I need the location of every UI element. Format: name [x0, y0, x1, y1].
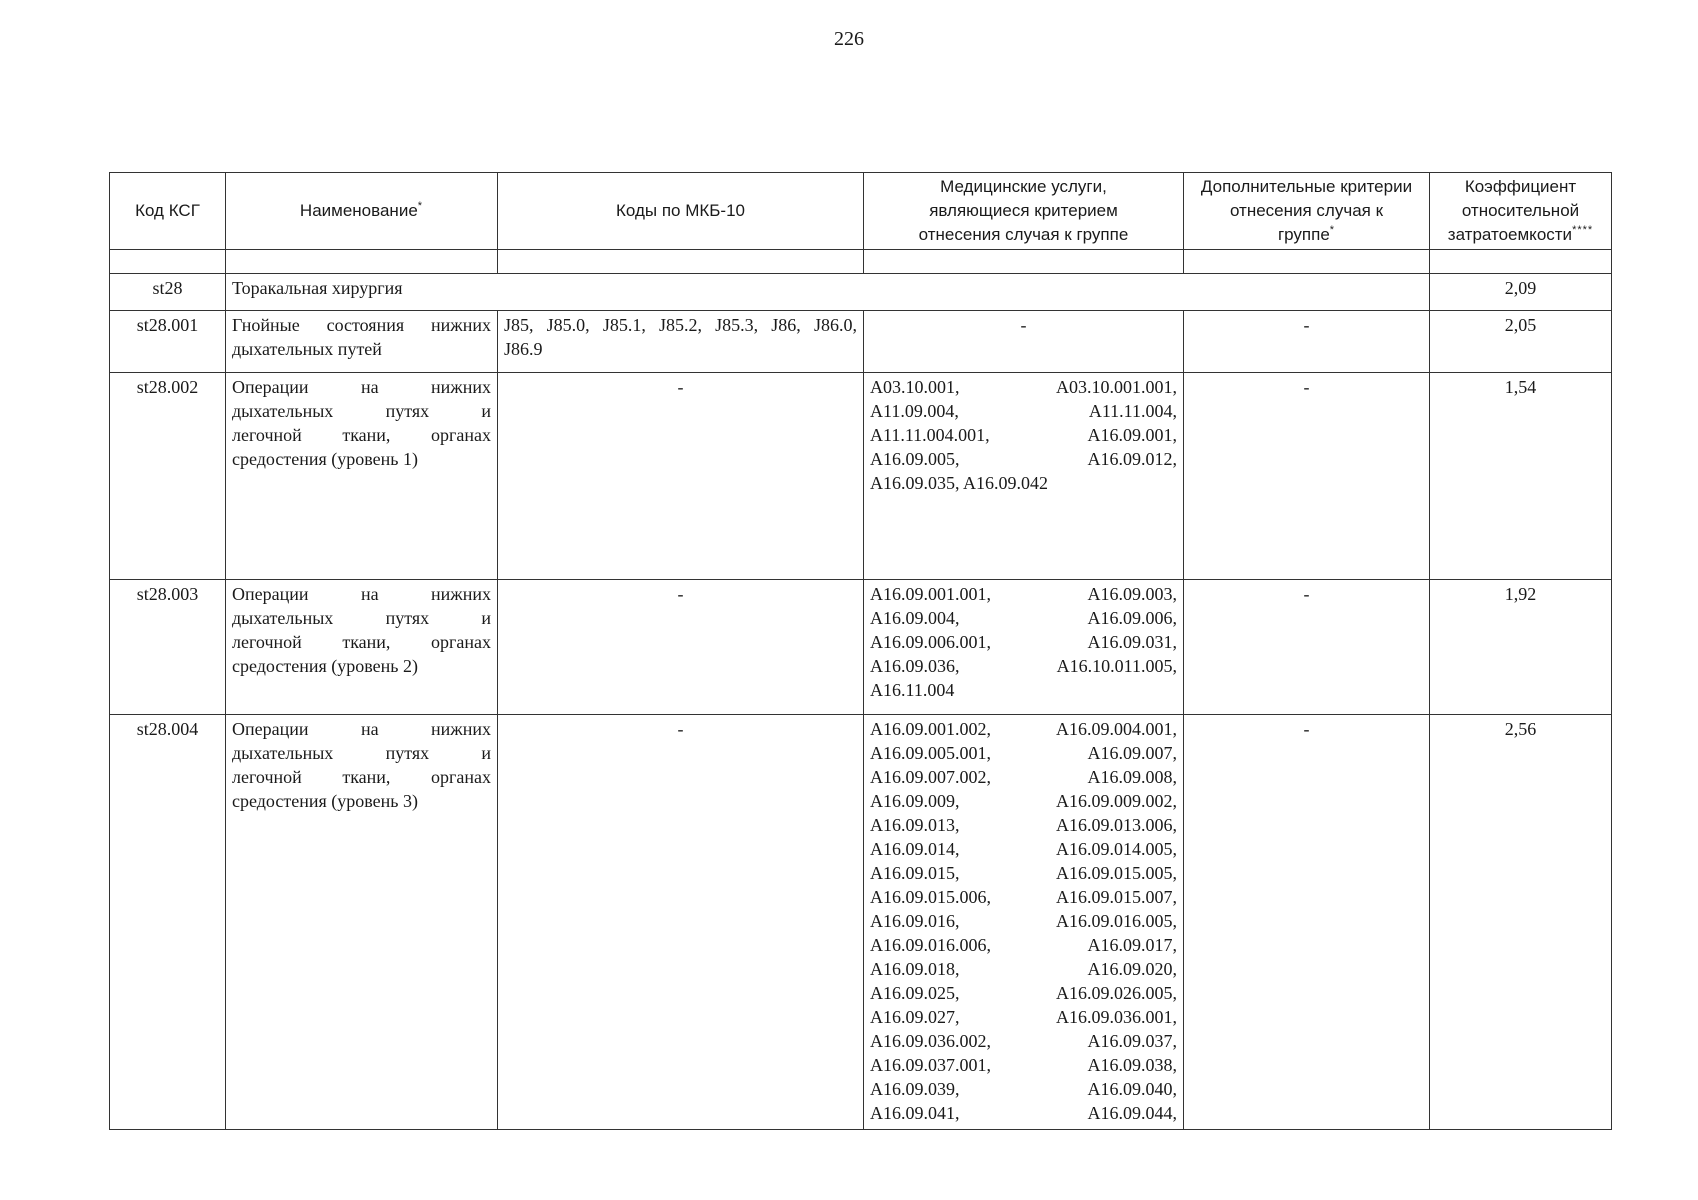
cell-name	[226, 715, 498, 1130]
service-code: A16.09.027,	[870, 1007, 960, 1027]
table-row	[110, 715, 1612, 1130]
name-word: средостения (уровень 2)	[232, 656, 418, 676]
service-line	[870, 1005, 1177, 1029]
table-row	[110, 373, 1612, 580]
cell-additional: -	[1184, 373, 1430, 580]
service-line	[870, 717, 1177, 741]
name-line	[232, 375, 491, 399]
cell-name	[226, 580, 498, 715]
name-line	[232, 654, 491, 678]
service-code: A16.09.006,	[1087, 608, 1177, 628]
name-word: средостения (уровень 1)	[232, 449, 418, 469]
service-code: A16.09.018,	[870, 959, 960, 979]
service-line	[870, 789, 1177, 813]
service-line	[870, 1029, 1177, 1053]
service-line	[870, 813, 1177, 837]
name-line	[232, 765, 491, 789]
table-row	[110, 580, 1612, 715]
name-word: дыхательных	[232, 401, 334, 421]
mkb-line: J85, J85.0, J85.1, J85.2, J85.3, J86, J86.0,	[504, 315, 857, 335]
service-code: A16.09.044,	[1087, 1103, 1177, 1123]
service-line	[870, 909, 1177, 933]
name-word: ткани,	[342, 425, 391, 445]
name-line	[232, 447, 491, 471]
service-code: A16.09.005.001,	[870, 743, 991, 763]
service-code: A16.09.009,	[870, 791, 960, 811]
service-code: A16.09.014.005,	[1056, 839, 1177, 859]
service-code: A16.09.001.001,	[870, 584, 991, 604]
name-word: путях	[385, 743, 430, 763]
service-line	[870, 1053, 1177, 1077]
service-line	[870, 399, 1177, 423]
name-word: нижних	[431, 584, 491, 604]
header-additional: Дополнительные критерии отнесения случая к группе*	[1184, 173, 1430, 250]
name-word: дыхательных	[232, 743, 334, 763]
table-header-row	[110, 173, 1612, 250]
service-line	[870, 861, 1177, 885]
service-code: A16.11.004	[870, 680, 955, 700]
name-word: органах	[430, 425, 491, 445]
cell-coefficient: 2,05	[1430, 311, 1612, 373]
name-word: легочной	[232, 425, 302, 445]
service-code: A16.09.036,	[870, 656, 960, 676]
name-word: органах	[430, 632, 491, 652]
service-code: A16.09.015,	[870, 863, 960, 883]
service-code: A16.09.025,	[870, 983, 960, 1003]
cell-additional: -	[1184, 311, 1430, 373]
service-code: A16.09.036.002,	[870, 1031, 991, 1051]
cell-services	[864, 715, 1184, 1130]
service-code: A16.10.011.005,	[1056, 656, 1177, 676]
name-word: на	[360, 584, 379, 604]
service-code: A11.09.004,	[870, 401, 959, 421]
service-line	[870, 630, 1177, 654]
service-code: A16.09.005,	[870, 449, 960, 469]
service-line	[870, 606, 1177, 630]
service-code: A16.09.017,	[1087, 935, 1177, 955]
name-word: легочной	[232, 767, 302, 787]
service-line	[870, 981, 1177, 1005]
service-code: A16.09.015.007,	[1056, 887, 1177, 907]
header-name-footnote-mark: *	[417, 200, 424, 212]
name-word: путях	[385, 608, 430, 628]
name-word: Операции	[232, 377, 309, 397]
cell-services	[864, 580, 1184, 715]
service-line	[870, 375, 1177, 399]
service-line	[870, 933, 1177, 957]
header-coefficient: Коэффициент относительной затратоемкости****	[1430, 173, 1612, 250]
service-code: A16.09.020,	[1087, 959, 1177, 979]
cell-coefficient: 2,09	[1430, 274, 1612, 311]
cell-code: st28.002	[110, 373, 226, 580]
service-code: A11.11.004.001,	[870, 425, 990, 445]
service-line	[870, 654, 1177, 678]
cell-mkb: J85, J85.0, J85.1, J85.2, J85.3, J86, J86.0, J86.9	[498, 311, 864, 373]
name-line	[232, 606, 491, 630]
cell-services: -	[864, 311, 1184, 373]
service-line	[870, 741, 1177, 765]
name-line	[232, 717, 491, 741]
service-code: A16.09.014,	[870, 839, 960, 859]
cell-code: st28.003	[110, 580, 226, 715]
cell-services	[864, 373, 1184, 580]
header-code: Код КСГ	[110, 173, 226, 250]
service-line	[870, 471, 1177, 495]
name-word: и	[481, 743, 491, 763]
service-code: A16.09.012,	[1087, 449, 1177, 469]
service-code: A16.09.031,	[1087, 632, 1177, 652]
page-number: 226	[834, 28, 864, 50]
service-line	[870, 837, 1177, 861]
name-word: на	[360, 719, 379, 739]
name-line	[232, 399, 491, 423]
cell-code: st28.001	[110, 311, 226, 373]
service-code: A16.09.037,	[1087, 1031, 1177, 1051]
name-word: средостения (уровень 3)	[232, 791, 418, 811]
name-word: нижних	[431, 719, 491, 739]
cell-coefficient: 2,56	[1430, 715, 1612, 1130]
service-code: A16.09.009.002,	[1056, 791, 1177, 811]
service-line	[870, 1101, 1177, 1125]
name-word: органах	[430, 767, 491, 787]
service-code: A16.09.015.006,	[870, 887, 991, 907]
cell-name	[226, 373, 498, 580]
header-services: Медицинские услуги, являющиеся критерием отнесения случая к группе	[864, 173, 1184, 250]
service-line	[870, 582, 1177, 606]
service-code: A16.09.035, A16.09.042	[870, 473, 1049, 493]
name-line	[232, 789, 491, 813]
service-code: A16.09.040,	[1087, 1079, 1177, 1099]
service-line	[870, 1077, 1177, 1101]
service-code: A16.09.026.005,	[1056, 983, 1177, 1003]
service-line	[870, 423, 1177, 447]
cell-mkb: -	[498, 715, 864, 1130]
name-line	[232, 582, 491, 606]
service-code: A16.09.013,	[870, 815, 960, 835]
service-code: A11.11.004,	[1088, 401, 1177, 421]
service-line	[870, 765, 1177, 789]
cell-section-name: Торакальная хирургия	[226, 274, 1430, 311]
ksg-table	[109, 172, 1612, 1130]
service-code: A16.09.039,	[870, 1079, 960, 1099]
service-line	[870, 447, 1177, 471]
service-code: A03.10.001.001,	[1056, 377, 1177, 397]
service-code: A16.09.003,	[1087, 584, 1177, 604]
cell-additional: -	[1184, 715, 1430, 1130]
service-code: A16.09.004.001,	[1056, 719, 1177, 739]
service-code: A16.09.013.006,	[1056, 815, 1177, 835]
service-code: A16.09.007,	[1087, 743, 1177, 763]
name-line	[232, 423, 491, 447]
cell-coefficient: 1,54	[1430, 373, 1612, 580]
service-code: A16.09.038,	[1087, 1055, 1177, 1075]
service-code: A16.09.004,	[870, 608, 960, 628]
name-word: и	[481, 401, 491, 421]
table-row	[110, 311, 1612, 373]
cell-code: st28.004	[110, 715, 226, 1130]
header-coefficient-footnote-mark: ****	[1572, 224, 1594, 236]
name-word: Операции	[232, 584, 309, 604]
service-code: A16.09.036.001,	[1056, 1007, 1177, 1027]
name-word: путях	[385, 401, 430, 421]
service-line	[870, 678, 1177, 702]
name-line	[232, 741, 491, 765]
service-code: A16.09.008,	[1087, 767, 1177, 787]
service-code: A16.09.016.005,	[1056, 911, 1177, 931]
service-code: A03.10.001,	[870, 377, 960, 397]
service-code: A16.09.015.005,	[1056, 863, 1177, 883]
table-empty-row	[110, 250, 1612, 274]
service-code: A16.09.037.001,	[870, 1055, 991, 1075]
service-line	[870, 885, 1177, 909]
service-code: A16.09.041,	[870, 1103, 960, 1123]
cell-mkb: -	[498, 373, 864, 580]
name-word: легочной	[232, 632, 302, 652]
cell-name: Гнойные состояния нижних дыхательных путей	[226, 311, 498, 373]
name-word: на	[360, 377, 379, 397]
header-mkb: Коды по МКБ-10	[498, 173, 864, 250]
table-row-section	[110, 274, 1612, 311]
service-code: A16.09.016,	[870, 911, 960, 931]
name-word: Операции	[232, 719, 309, 739]
name-word: ткани,	[342, 767, 391, 787]
service-code: A16.09.001.002,	[870, 719, 991, 739]
cell-mkb: -	[498, 580, 864, 715]
service-code: A16.09.016.006,	[870, 935, 991, 955]
name-word: нижних	[431, 377, 491, 397]
header-name: Наименование*	[226, 173, 498, 250]
name-word: ткани,	[342, 632, 391, 652]
cell-coefficient: 1,92	[1430, 580, 1612, 715]
service-line	[870, 957, 1177, 981]
name-line	[232, 630, 491, 654]
service-code: A16.09.007.002,	[870, 767, 991, 787]
cell-code: st28	[110, 274, 226, 311]
cell-additional: -	[1184, 580, 1430, 715]
name-word: и	[481, 608, 491, 628]
service-code: A16.09.006.001,	[870, 632, 991, 652]
header-additional-footnote-mark: *	[1329, 224, 1336, 236]
service-code: A16.09.001,	[1087, 425, 1177, 445]
name-word: дыхательных	[232, 608, 334, 628]
